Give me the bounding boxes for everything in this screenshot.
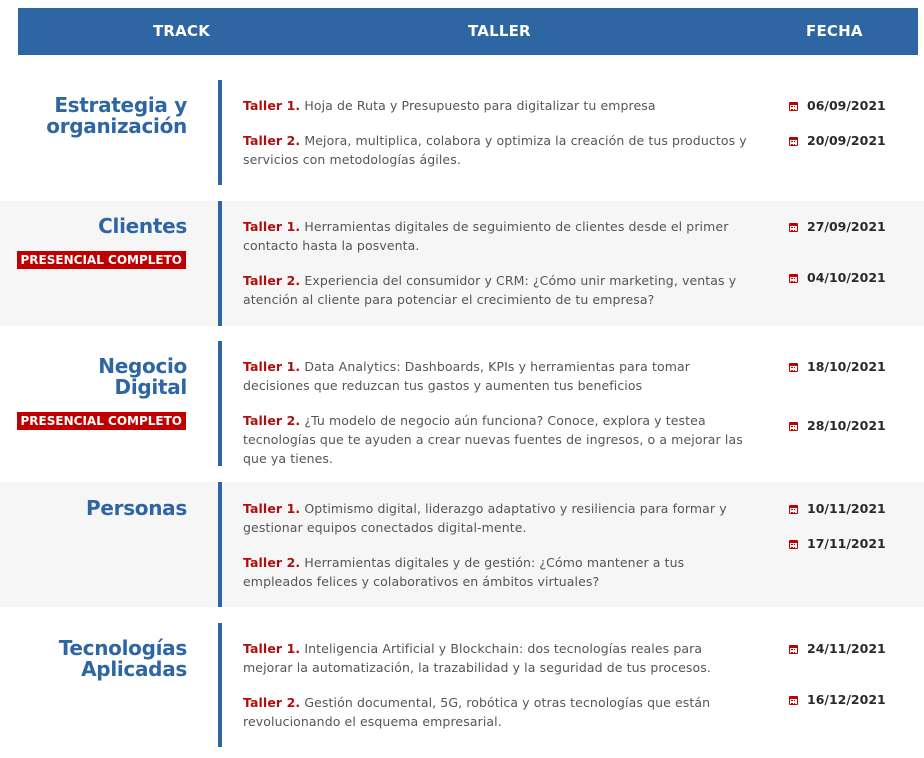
track-divider [218, 201, 222, 326]
workshop-item [243, 693, 753, 731]
date-value: 18/10/2021 [807, 359, 886, 374]
calendar-icon [789, 696, 798, 705]
workshop-item [243, 96, 753, 115]
workshop-text: Gestión documental, 5G, robótica y otras tecnologías que están revolucionando el esquema empresarial. [243, 695, 711, 729]
date-value: 17/11/2021 [807, 536, 886, 551]
track-title-line: Personas [86, 496, 187, 520]
workshop-date [789, 416, 886, 435]
workshop-label: Taller 2. [243, 695, 301, 710]
workshop-date [789, 499, 886, 518]
track-divider [218, 482, 222, 607]
workshop-date [789, 639, 886, 658]
workshop-text: Optimismo digital, liderazgo adaptativo y resiliencia para formar y gestionar equipos conectados digital-mente. [243, 501, 727, 535]
date-value: 24/11/2021 [807, 641, 886, 656]
date-value: 20/09/2021 [807, 133, 886, 148]
track-row-tecnologias [0, 607, 924, 758]
workshop-item [243, 639, 753, 677]
calendar-icon [789, 363, 798, 372]
workshop-label: Taller 2. [243, 555, 301, 570]
header-track: TRACK [153, 22, 211, 40]
track-heading [0, 95, 187, 137]
header-fecha: FECHA [806, 22, 863, 40]
workshop-date [789, 690, 886, 709]
calendar-icon [789, 274, 798, 283]
date-value: 27/09/2021 [807, 219, 886, 234]
workshop-label: Taller 1. [243, 98, 301, 113]
calendar-icon [789, 645, 798, 654]
track-title-line: Clientes [98, 214, 187, 238]
date-value: 06/09/2021 [807, 98, 886, 113]
workshop-label: Taller 1. [243, 641, 301, 656]
track-heading [0, 638, 187, 680]
workshop-item [243, 499, 753, 537]
calendar-icon [789, 422, 798, 431]
workshop-label: Taller 1. [243, 219, 301, 234]
workshop-date [789, 131, 886, 150]
workshop-label: Taller 1. [243, 501, 301, 516]
date-value: 04/10/2021 [807, 270, 886, 285]
track-title-line: Tecnologías [58, 636, 187, 660]
date-value: 10/11/2021 [807, 501, 886, 516]
track-row-estrategia [0, 55, 924, 200]
track-heading [0, 498, 187, 519]
workshop-date [789, 357, 886, 376]
workshop-item [243, 553, 753, 591]
header-taller: TALLER [468, 22, 531, 40]
track-heading [0, 356, 187, 430]
workshop-item [243, 131, 753, 169]
workshop-label: Taller 2. [243, 413, 301, 428]
workshop-date [789, 96, 886, 115]
workshop-date [789, 217, 886, 236]
workshop-text: ¿Tu modelo de negocio aún funciona? Conoce, explora y testea tecnologías que te ayuden a crear nuevas fuentes de ingresos, o a mejorar las que ya tienes. [243, 413, 743, 466]
workshop-text: Hoja de Ruta y Presupuesto para digitalizar tu empresa [304, 98, 656, 113]
workshop-label: Taller 2. [243, 273, 301, 288]
workshop-text: Data Analytics: Dashboards, KPIs y herramientas para tomar decisiones que reduzcan tus gastos y aumenten tus beneficios [243, 359, 690, 393]
workshop-label: Taller 1. [243, 359, 301, 374]
workshop-text: Inteligencia Artificial y Blockchain: dos tecnologías reales para mejorar la automatización, la trazabilidad y la seguridad de tus procesos. [243, 641, 711, 675]
workshop-text: Herramientas digitales y de gestión: ¿Cómo mantener a tus empleados felices y colaborativos en ámbitos virtuales? [243, 555, 685, 589]
track-divider [218, 341, 222, 466]
workshop-text: Mejora, multiplica, colabora y optimiza la creación de tus productos y servicios con metodologías ágiles. [243, 133, 747, 167]
workshop-item [243, 271, 753, 309]
workshop-item [243, 357, 753, 395]
calendar-icon [789, 540, 798, 549]
calendar-icon [789, 505, 798, 514]
track-title-line: Aplicadas [81, 657, 187, 681]
workshop-item [243, 217, 753, 255]
track-heading [0, 216, 187, 269]
calendar-icon [789, 137, 798, 146]
track-row-clientes [0, 201, 924, 326]
calendar-icon [789, 223, 798, 232]
track-row-personas [0, 482, 924, 607]
workshop-text: Herramientas digitales de seguimiento de clientes desde el primer contacto hasta la posventa. [243, 219, 729, 253]
status-badge: PRESENCIAL COMPLETO [17, 412, 186, 430]
calendar-icon [789, 102, 798, 111]
track-title-line: Digital [114, 375, 187, 399]
status-badge: PRESENCIAL COMPLETO [17, 251, 186, 269]
workshop-item [243, 411, 753, 468]
track-row-negocio-digital [0, 326, 924, 481]
track-title-line: Estrategia y [54, 93, 187, 117]
date-value: 16/12/2021 [807, 692, 886, 707]
workshop-text: Experiencia del consumidor y CRM: ¿Cómo unir marketing, ventas y atención al cliente para potenciar el crecimiento de tu empresa? [243, 273, 737, 307]
track-title-line: Negocio [98, 354, 187, 378]
workshop-date [789, 268, 886, 287]
date-value: 28/10/2021 [807, 418, 886, 433]
workshop-label: Taller 2. [243, 133, 301, 148]
track-divider [218, 80, 222, 185]
track-title-line: organización [46, 114, 187, 138]
table-header [18, 8, 918, 55]
track-divider [218, 623, 222, 747]
workshop-date [789, 534, 886, 553]
